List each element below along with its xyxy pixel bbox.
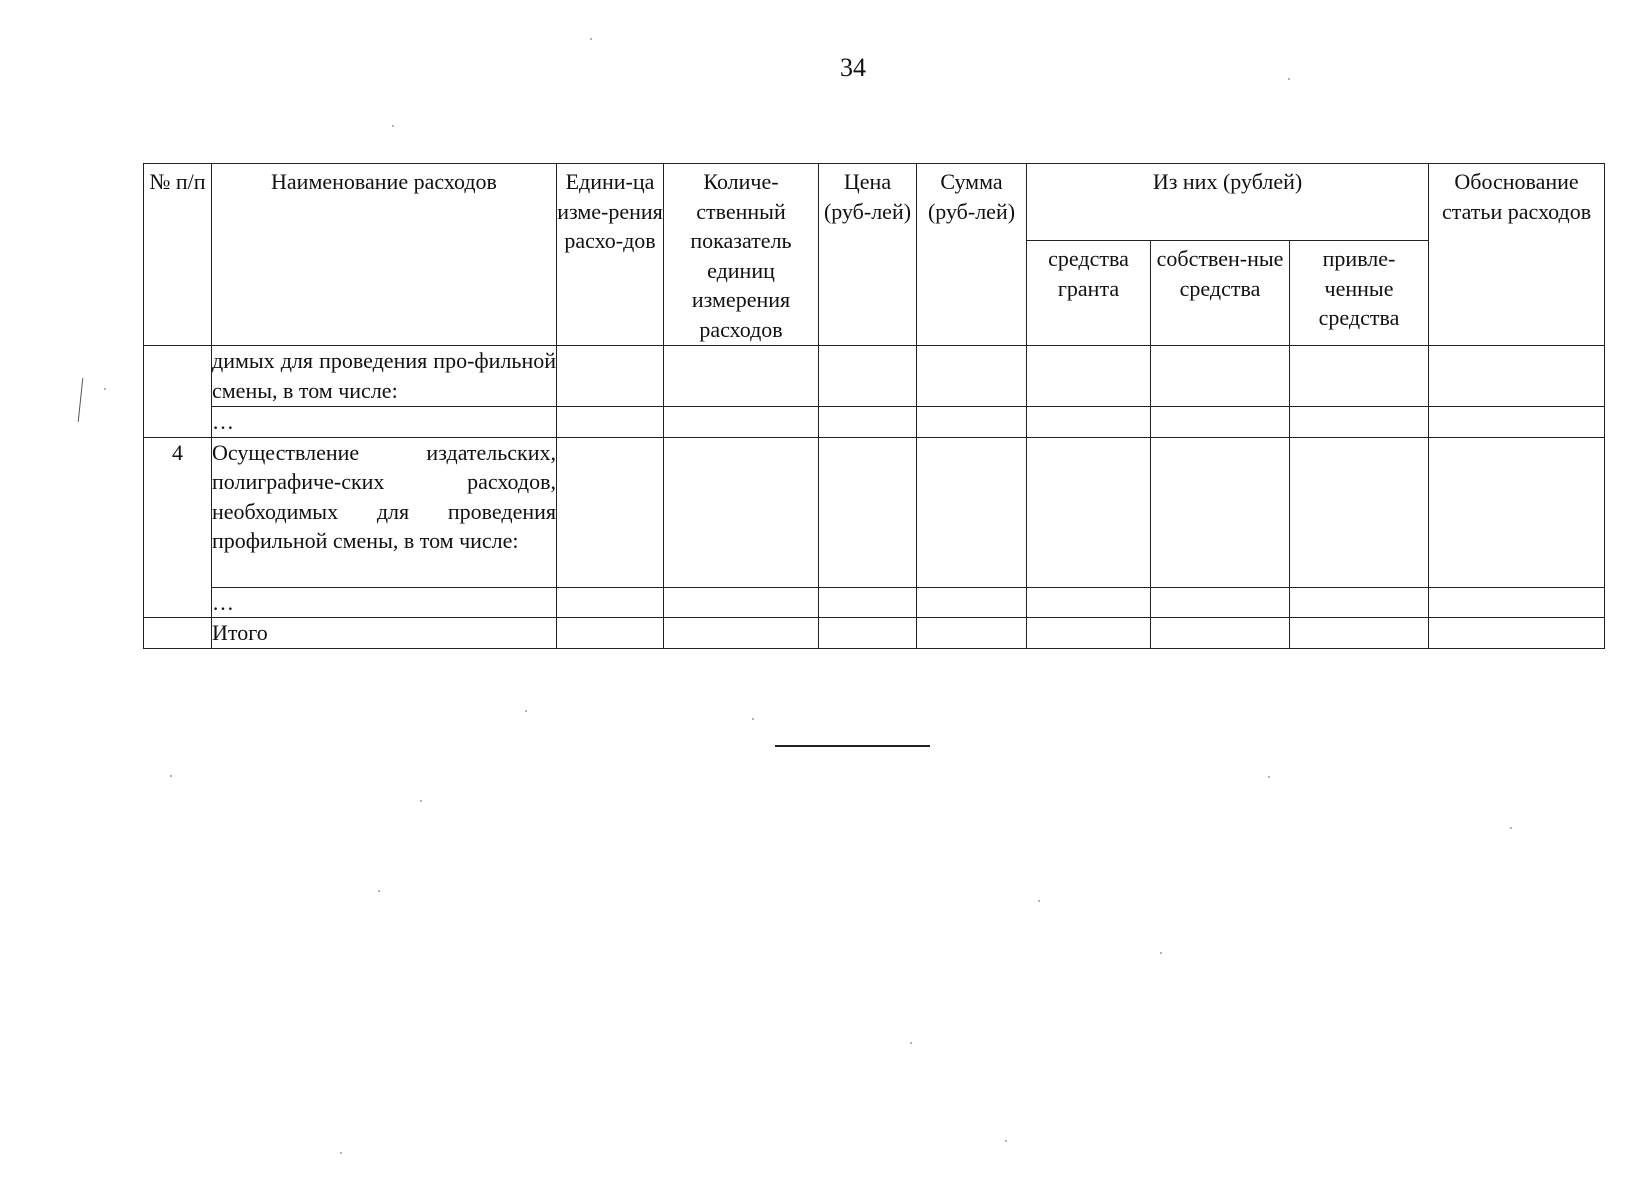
scan-speck xyxy=(392,125,394,127)
margin-pen-mark xyxy=(78,378,84,422)
col-header-num: № п/п xyxy=(144,164,212,346)
end-of-document-rule xyxy=(775,745,930,747)
col-header-grant: средства гранта xyxy=(1027,241,1151,346)
row-number xyxy=(144,618,212,649)
col-header-name: Наименование расходов xyxy=(212,164,557,346)
scan-speck xyxy=(1510,827,1512,829)
scan-speck xyxy=(1268,776,1270,778)
scan-speck xyxy=(170,775,172,777)
row-number: 4 xyxy=(144,437,212,618)
col-header-price: Цена (руб-лей) xyxy=(819,164,917,346)
scan-speck xyxy=(525,710,527,712)
table-row xyxy=(144,346,1605,407)
scan-speck xyxy=(420,800,422,802)
scan-speck xyxy=(1038,900,1040,902)
col-header-attracted: привле-ченные средства xyxy=(1290,241,1429,346)
scan-speck xyxy=(1160,952,1162,954)
table-row xyxy=(144,587,1605,618)
row-name: Осуществление издательских, полиграфиче-ских расходов, необходимых для проведения профильной смены, в том числе: xyxy=(212,437,557,587)
col-header-own: собствен-ные средства xyxy=(1151,241,1290,346)
row-name: Итого xyxy=(212,618,557,649)
table-row-total xyxy=(144,618,1605,649)
col-header-justification: Обоснование статьи расходов xyxy=(1429,164,1605,346)
scan-speck xyxy=(104,388,106,390)
scan-speck xyxy=(340,1152,342,1154)
scan-speck xyxy=(590,38,592,40)
scan-speck xyxy=(1288,78,1290,80)
row-name: димых для проведения про-фильной смены, в том числе: xyxy=(212,346,557,407)
row-number xyxy=(144,346,212,438)
page-number: 34 xyxy=(840,53,866,82)
col-header-sum: Сумма (руб-лей) xyxy=(917,164,1027,346)
col-header-of-which: Из них (рублей) xyxy=(1027,164,1429,241)
scan-speck xyxy=(1005,1140,1007,1142)
col-header-unit: Едини-ца изме-рения расхо-дов xyxy=(557,164,664,346)
budget-table xyxy=(143,163,1605,649)
scan-speck xyxy=(910,1042,912,1044)
scan-speck xyxy=(752,718,754,720)
scan-speck xyxy=(378,890,380,892)
col-header-quantity: Количе-ственный показатель единиц измерения расходов xyxy=(664,164,819,346)
row-name: … xyxy=(212,407,557,438)
table-row xyxy=(144,407,1605,438)
header-row xyxy=(144,164,1605,241)
row-name: … xyxy=(212,587,557,618)
table-row xyxy=(144,437,1605,587)
